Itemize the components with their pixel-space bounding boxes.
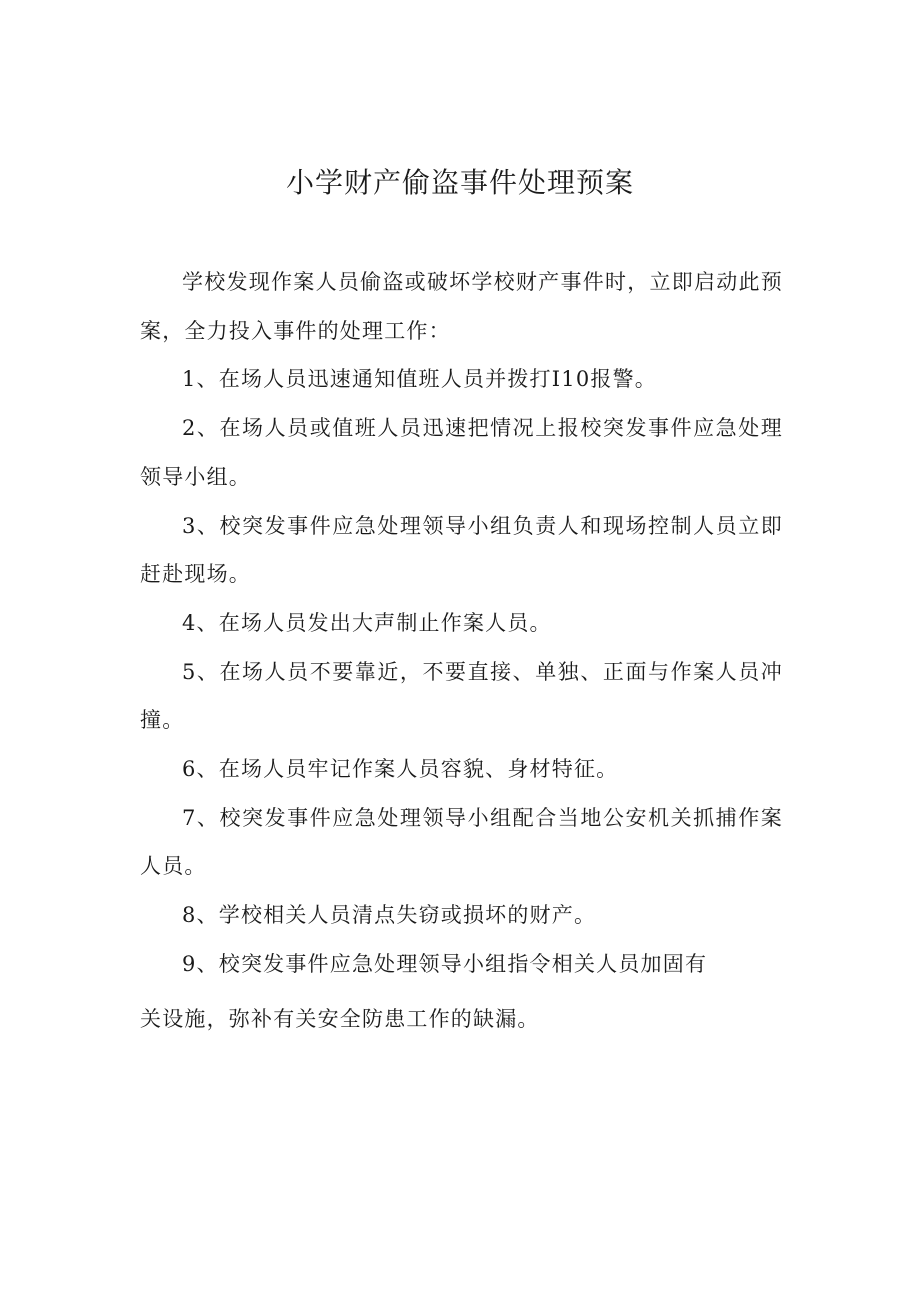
list-item-3: 3、校突发事件应急处理领导小组负责人和现场控制人员立即赶赴现场。: [140, 513, 783, 587]
list-item-4: 4、在场人员发出大声制止作案人员。: [182, 610, 552, 635]
list-item-6: 6、在场人员牢记作案人员容貌、身材特征。: [182, 757, 619, 782]
list-item-8: 8、学校相关人员清点失窃或损坏的财产。: [182, 903, 597, 928]
list-item-2: 2、在场人员或值班人员迅速把情况上报校突发事件应急处理领导小组。: [140, 416, 783, 489]
document-title: 小学财产偷盗事件处理预案: [285, 166, 634, 199]
list-item-5: 5、在场人员不要靠近，不要直接、单独、正面与作案人员冲撞。: [140, 659, 783, 733]
document-body: [140, 258, 783, 1043]
list-item-9-continuation: 关设施，弥补有关安全防患工作的缺漏。: [140, 1006, 540, 1031]
list-item-1: 1、在场人员迅速通知值班人员并拨打I10报警。: [182, 367, 657, 392]
intro-paragraph: 学校发现作案人员偷盗或破坏学校财产事件时，立即启动此预案，全力投入事件的处理工作：: [140, 270, 783, 343]
list-item-7: 7、校突发事件应急处理领导小组配合当地公安机关抓捕作案人员。: [140, 805, 783, 879]
list-item-9: 9、校突发事件应急处理领导小组指令相关人员加固有: [182, 951, 708, 976]
